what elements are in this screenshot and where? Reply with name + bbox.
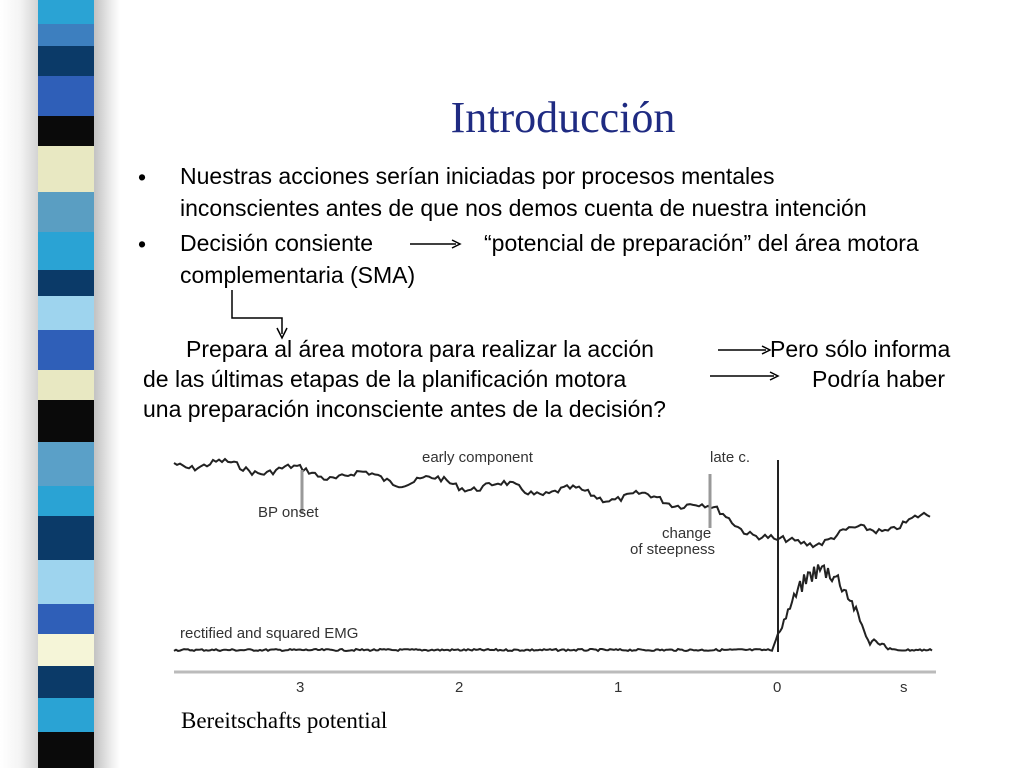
down-right-arrow-icon bbox=[224, 288, 294, 342]
tick-3: 3 bbox=[296, 679, 305, 692]
label-bp-onset: BP onset bbox=[258, 504, 319, 521]
label-early-component: early component bbox=[422, 449, 533, 466]
slide-title: Introducción bbox=[450, 93, 676, 142]
right-arrow-icon bbox=[716, 342, 774, 358]
figure-caption: Bereitschafts potential bbox=[181, 708, 388, 733]
paragraph-line-3: una preparación inconsciente antes de la decisión? bbox=[143, 396, 666, 422]
paragraph-line-1a: Prepara al área motora para realizar la acción bbox=[186, 336, 654, 362]
tick-0: 0 bbox=[773, 679, 782, 692]
tick-seconds: s bbox=[900, 679, 908, 692]
right-arrow-icon bbox=[708, 368, 782, 384]
paragraph-line-2b: Podría haber bbox=[812, 366, 945, 392]
right-arrow-icon bbox=[408, 236, 464, 252]
paragraph-line-1b: Pero sólo informa bbox=[770, 336, 951, 362]
tick-1: 1 bbox=[614, 679, 623, 692]
bereitschafts-potential-figure bbox=[172, 440, 938, 692]
bullet-1-line-2: inconscientes antes de que nos demos cuenta de nuestra intención bbox=[180, 195, 867, 221]
paragraph-line-2a: de las últimas etapas de la planificación motora bbox=[143, 366, 627, 392]
label-of-steepness: of steepness bbox=[630, 541, 716, 558]
bullet-text-1 bbox=[180, 160, 867, 224]
bullet-marker: • bbox=[138, 231, 147, 257]
tick-2: 2 bbox=[455, 679, 464, 692]
bullet-2-text-c: complementaria (SMA) bbox=[180, 262, 416, 288]
label-emg: rectified and squared EMG bbox=[180, 625, 359, 642]
bullet-2-text-b: “potencial de preparación” del área motora bbox=[484, 230, 919, 256]
bullet-1-line-1: Nuestras acciones serían iniciadas por procesos mentales bbox=[180, 163, 775, 189]
label-change: change bbox=[662, 525, 712, 542]
label-late-component: late c. bbox=[710, 449, 751, 466]
bullet-2-text-a: Decisión consiente bbox=[180, 230, 374, 256]
bullet-marker: • bbox=[138, 164, 147, 190]
